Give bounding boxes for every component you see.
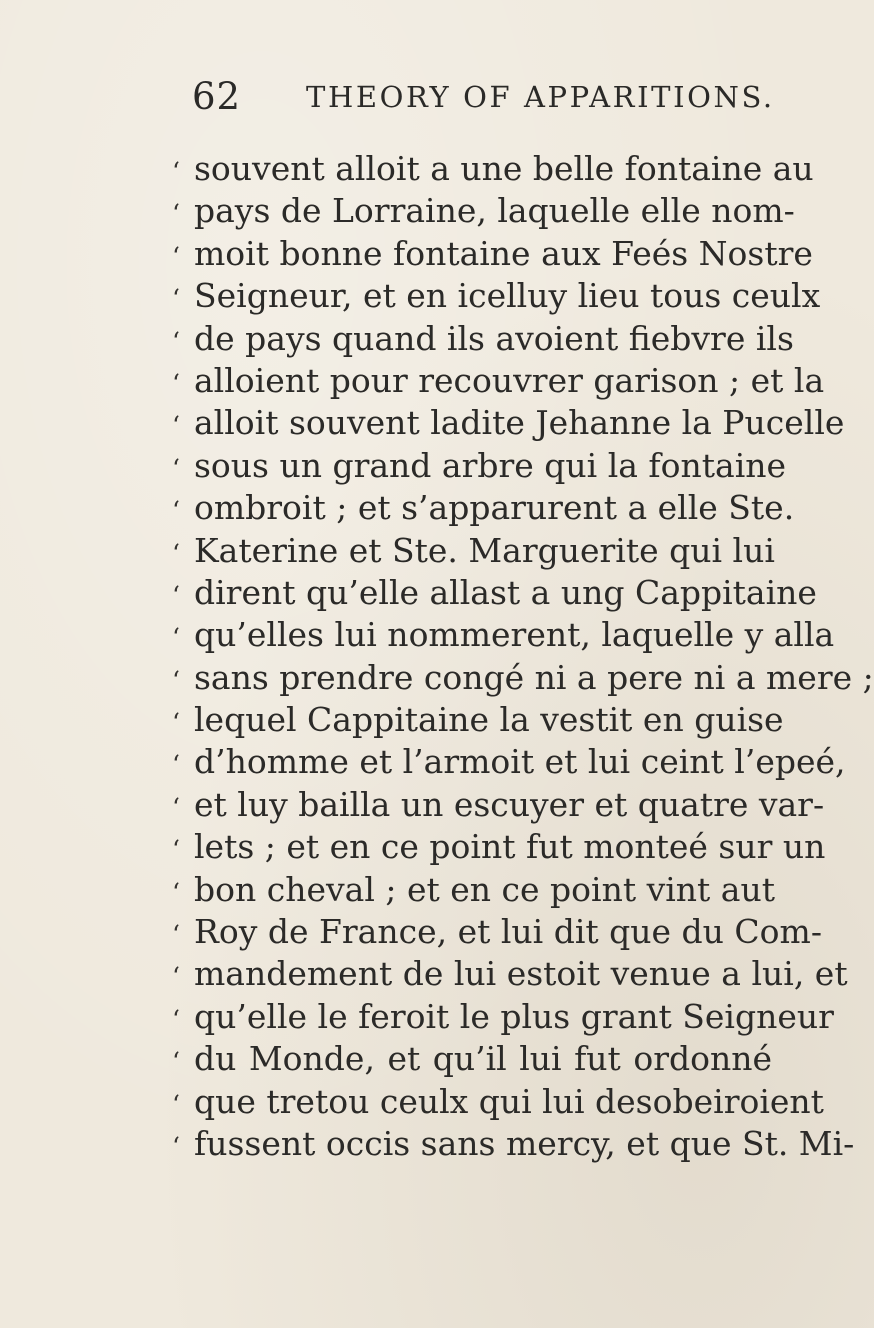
text-line [172, 487, 795, 529]
line-text: souvent alloit a une belle fontaine au [194, 149, 814, 188]
text-line [172, 1081, 824, 1123]
quote-mark: ‘ [172, 580, 180, 610]
text-line [172, 318, 794, 360]
text-line [172, 614, 835, 656]
text-line [172, 784, 825, 826]
text-line [172, 741, 846, 783]
line-text: lets ; et en ce point fut monteé sur un [194, 827, 826, 867]
quote-mark: ‘ [172, 1089, 180, 1119]
text-line [172, 1123, 855, 1165]
quote-mark: ‘ [172, 835, 180, 865]
line-text: de pays quand ils avoient fiebvre ils [194, 318, 794, 358]
line-text: ombroit ; et s’apparurent a elle Ste. [194, 488, 795, 528]
line-text: d’homme et l’armoit et lui ceint l’epeé, [194, 742, 846, 782]
line-text: que tretou ceulx qui lui desobeiroient [194, 1081, 824, 1121]
quoted-passage [172, 148, 874, 1165]
line-text: du Monde, et qu’il lui fut ordonné [194, 1039, 772, 1079]
quote-mark: ‘ [172, 368, 180, 398]
line-text: bon cheval ; et en ce point vint aut [194, 869, 775, 909]
quote-mark: ‘ [172, 241, 180, 271]
line-text: qu’elle le feroit le plus grant Seigneur [194, 996, 834, 1036]
line-text: alloient pour recouvrer garison ; et la [194, 360, 825, 400]
page-number: 62 [192, 75, 242, 118]
text-line [172, 190, 795, 232]
quote-mark: ‘ [172, 453, 180, 483]
quote-mark: ‘ [172, 1004, 180, 1034]
quote-mark: ‘ [172, 920, 180, 950]
quote-mark: ‘ [172, 792, 180, 822]
line-text: sous un grand arbre qui la fontaine [194, 445, 787, 485]
quote-mark: ‘ [172, 199, 180, 229]
text-line [172, 233, 813, 275]
quote-mark: ‘ [172, 623, 180, 653]
text-line [172, 996, 834, 1038]
quote-mark: ‘ [172, 157, 180, 186]
quote-mark: ‘ [172, 326, 180, 356]
text-line [172, 530, 775, 572]
text-line [172, 402, 845, 444]
line-text: moit bonne fontaine aux Feés Nostre [194, 233, 813, 273]
quote-mark: ‘ [172, 962, 180, 992]
running-title: THEORY OF APPARITIONS. [306, 80, 775, 114]
line-text: lequel Cappitaine la vestit en guise [194, 700, 784, 740]
quote-mark: ‘ [172, 1047, 180, 1077]
quote-mark: ‘ [172, 708, 180, 738]
text-line [172, 148, 814, 190]
quote-mark: ‘ [172, 284, 180, 314]
text-line [172, 869, 775, 911]
text-line [172, 953, 848, 995]
line-text: sans prendre congé ni a pere ni a mere ; [194, 657, 874, 697]
quote-mark: ‘ [172, 665, 180, 695]
line-text: qu’elles lui nommerent, laquelle y alla [194, 615, 835, 655]
text-line [172, 360, 825, 402]
line-text: Katerine et Ste. Marguerite qui lui [194, 530, 775, 570]
line-text: alloit souvent ladite Jehanne la Pucelle [194, 403, 845, 443]
text-line [172, 911, 822, 953]
quote-mark: ‘ [172, 411, 180, 441]
line-text: Roy de France, et lui dit que du Com- [194, 912, 822, 952]
text-line [172, 275, 821, 317]
page-header [192, 72, 775, 122]
line-text: pays de Lorraine, laquelle elle nom- [194, 191, 795, 231]
text-line [172, 826, 826, 868]
quote-mark: ‘ [172, 1131, 180, 1161]
line-text: dirent qu’elle allast a ung Cappitaine [194, 572, 817, 612]
text-line [172, 1038, 772, 1080]
text-line [172, 445, 787, 487]
quote-mark: ‘ [172, 877, 180, 907]
quote-mark: ‘ [172, 538, 180, 568]
text-line [172, 699, 784, 741]
text-line [172, 572, 817, 614]
line-text: mandement de lui estoit venue a lui, et [194, 954, 848, 994]
text-line [172, 657, 874, 699]
line-text: Seigneur, et en icelluy lieu tous ceulx [194, 276, 821, 316]
line-text: et luy bailla un escuyer et quatre var- [194, 784, 825, 824]
line-text: fussent occis sans mercy, et que St. Mi- [194, 1123, 855, 1163]
quote-mark: ‘ [172, 496, 180, 526]
quote-mark: ‘ [172, 750, 180, 780]
